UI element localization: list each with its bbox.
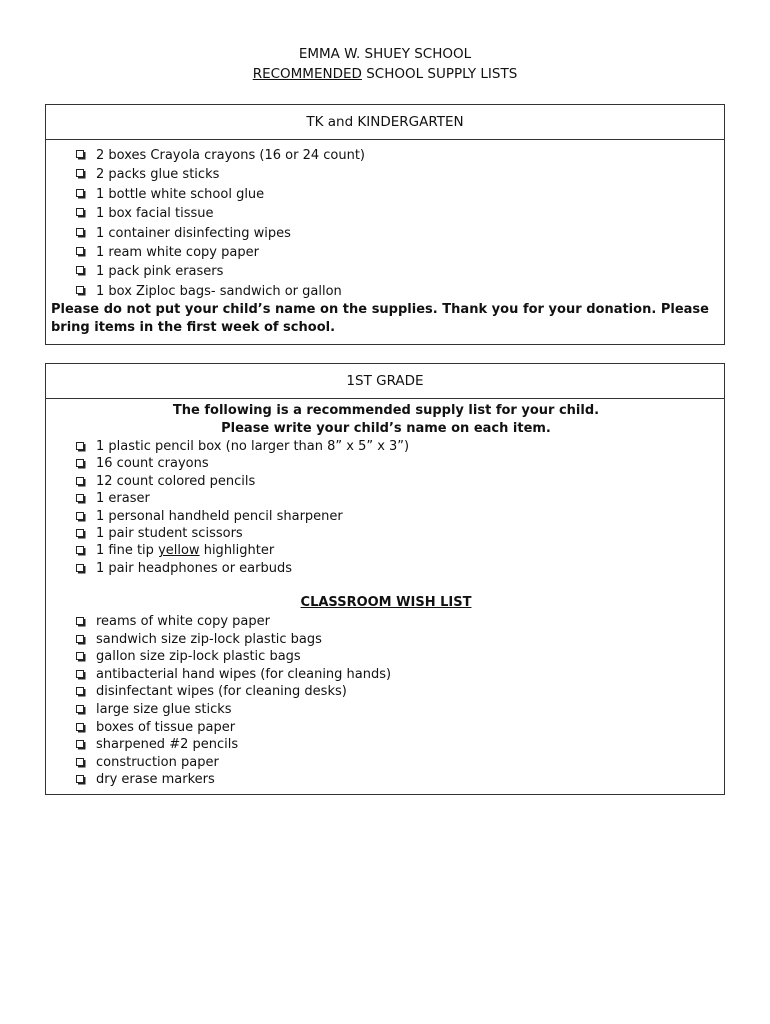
- checkbox-icon: [76, 670, 85, 679]
- checkbox-icon: [76, 228, 85, 237]
- list-item: 16 count crayons: [76, 455, 409, 472]
- title-underlined-word: RECOMMENDED: [252, 66, 362, 82]
- checkbox-icon: [76, 169, 85, 178]
- checkbox-icon: [76, 652, 85, 661]
- list-item: 1 box facial tissue: [76, 204, 365, 223]
- checkbox-icon: [76, 546, 85, 555]
- list-item: 1 pack pink erasers: [76, 262, 365, 281]
- list-item: 1 personal handheld pencil sharpener: [76, 508, 409, 525]
- list-item: 1 ream white copy paper: [76, 243, 365, 262]
- list-item: reams of white copy paper: [76, 613, 391, 631]
- tk-kindergarten-section: [45, 104, 725, 345]
- intro-line: The following is a recommended supply list for your child.: [172, 403, 600, 418]
- checkbox-icon: [76, 564, 85, 573]
- list-item: 1 plastic pencil box (no larger than 8” x 5” x 3”): [76, 438, 409, 455]
- intro-line: Please write your child’s name on each item.: [221, 421, 551, 436]
- list-item: large size glue sticks: [76, 701, 391, 719]
- school-name: EMMA W. SHUEY SCHOOL: [298, 46, 472, 62]
- wish-list-heading: CLASSROOM WISH LIST: [300, 595, 472, 610]
- list-item: 1 pair headphones or earbuds: [76, 560, 409, 577]
- highlighter-color: yellow: [158, 543, 200, 559]
- list-item: boxes of tissue paper: [76, 719, 391, 737]
- section-heading: 1ST GRADE: [46, 364, 724, 399]
- checkbox-icon: [76, 286, 85, 295]
- list-item: 1 pair student scissors: [76, 525, 409, 542]
- checkbox-icon: [76, 705, 85, 714]
- list-item: 2 packs glue sticks: [76, 165, 365, 184]
- document-title: [0, 66, 770, 82]
- first-grade-section: [45, 363, 725, 795]
- checkbox-icon: [76, 247, 85, 256]
- checkbox-icon: [76, 208, 85, 217]
- checkbox-icon: [76, 775, 85, 784]
- classroom-wish-list: [76, 613, 391, 789]
- checkbox-icon: [76, 687, 85, 696]
- title-rest: SCHOOL SUPPLY LISTS: [361, 66, 518, 82]
- checkbox-icon: [76, 494, 85, 503]
- checkbox-icon: [76, 459, 85, 468]
- list-item: disinfectant wipes (for cleaning desks): [76, 683, 391, 701]
- list-item: construction paper: [76, 754, 391, 772]
- list-item: dry erase markers: [76, 771, 391, 789]
- checkbox-icon: [76, 442, 85, 451]
- list-item: 2 boxes Crayola crayons (16 or 24 count): [76, 146, 365, 165]
- list-item: gallon size zip-lock plastic bags: [76, 648, 391, 666]
- section-heading: TK and KINDERGARTEN: [46, 105, 724, 140]
- checkbox-icon: [76, 266, 85, 275]
- checkbox-icon: [76, 758, 85, 767]
- checkbox-icon: [76, 189, 85, 198]
- list-item: 1 box Ziploc bags- sandwich or gallon: [76, 282, 365, 301]
- list-item: 1 container disinfecting wipes: [76, 224, 365, 243]
- list-item: 12 count colored pencils: [76, 473, 409, 490]
- list-item: 1 eraser: [76, 490, 409, 507]
- first-grade-supply-list: [76, 438, 409, 577]
- checkbox-icon: [76, 529, 85, 538]
- checkbox-icon: [76, 723, 85, 732]
- list-item: antibacterial hand wipes (for cleaning hands): [76, 666, 391, 684]
- checkbox-icon: [76, 477, 85, 486]
- list-item: sharpened #2 pencils: [76, 736, 391, 754]
- checkbox-icon: [76, 635, 85, 644]
- supply-note: Please do not put your child’s name on the supplies. Thank you for your donation. Please bring items in the first week of school.: [51, 302, 709, 335]
- checkbox-icon: [76, 150, 85, 159]
- checkbox-icon: [76, 740, 85, 749]
- list-item: sandwich size zip-lock plastic bags: [76, 631, 391, 649]
- list-item: 1 fine tip yellow highlighter: [76, 542, 409, 559]
- tk-supply-list: [76, 146, 365, 301]
- checkbox-icon: [76, 512, 85, 521]
- list-item: 1 bottle white school glue: [76, 185, 365, 204]
- checkbox-icon: [76, 617, 85, 626]
